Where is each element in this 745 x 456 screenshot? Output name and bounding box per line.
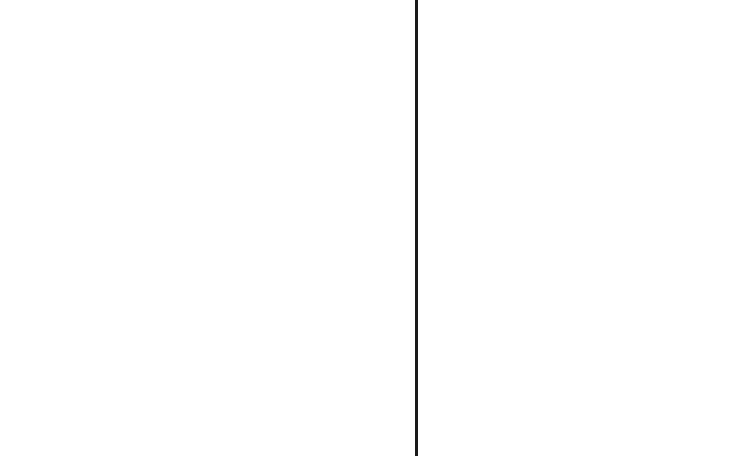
column-divider: [415, 0, 418, 456]
